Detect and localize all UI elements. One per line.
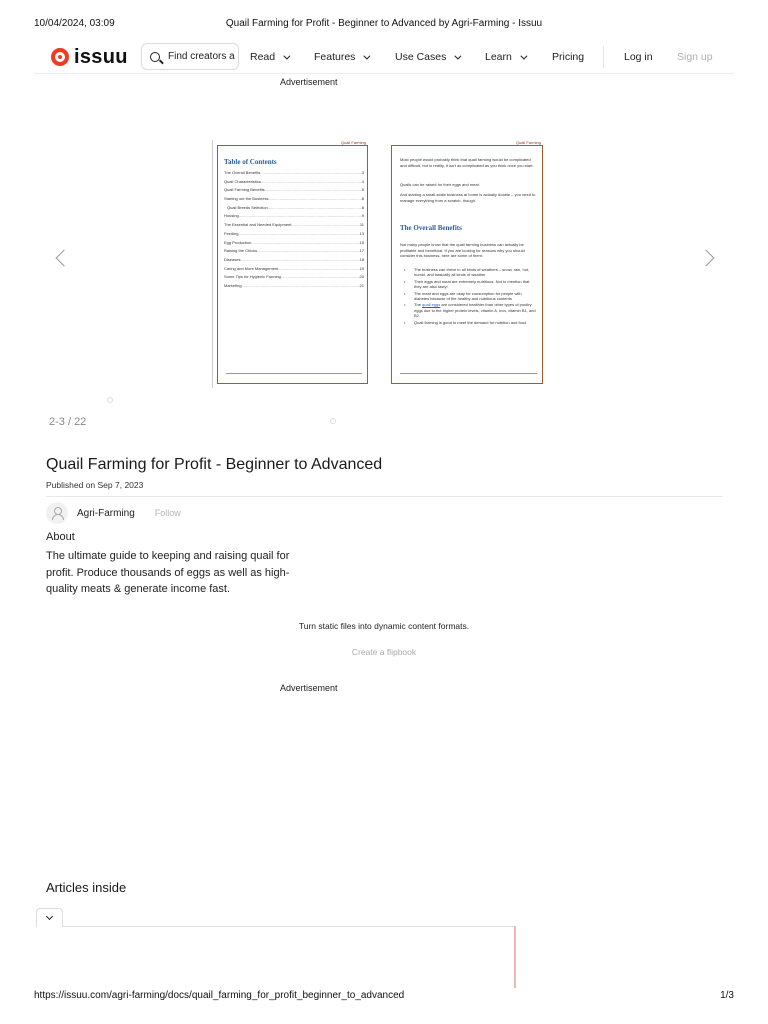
print-url: https://issuu.com/agri-farming/docs/quail_farming_for_profit_beginner_to_advanced	[34, 990, 405, 1001]
ad-label-middle: Advertisement	[280, 683, 338, 693]
articles-expand-toggle[interactable]	[36, 908, 63, 927]
follow-button[interactable]: Follow	[154, 508, 181, 518]
flipbook-page-right	[387, 140, 547, 388]
toc-entry[interactable]	[224, 265, 364, 274]
chevron-down-icon	[455, 52, 462, 59]
page-header: Quail Farming	[515, 140, 541, 145]
toc-entry[interactable]	[224, 212, 364, 221]
toc-leader-dots	[251, 239, 359, 248]
toc-leader-dots	[240, 256, 359, 265]
page-heading: The Overall Benefits	[400, 224, 462, 232]
prev-page-arrow-icon[interactable]	[56, 250, 73, 267]
page-indicator: 2-3 / 22	[49, 416, 87, 428]
toc-entry-page: 4	[361, 178, 364, 184]
login-label: Log in	[624, 51, 653, 63]
toc-entry-page: 11	[359, 222, 364, 228]
toc-leader-dots	[242, 282, 360, 291]
ad-label-top: Advertisement	[280, 77, 338, 87]
reader-dot-indicator[interactable]	[330, 418, 336, 424]
print-header	[34, 18, 734, 32]
toc-entry-page: 20	[359, 274, 364, 280]
toc-entry[interactable]	[224, 186, 364, 195]
toc-entry-page: 9	[361, 213, 364, 219]
issuu-logo-icon	[51, 48, 69, 66]
page-paragraph: Quails can be raised for their eggs and meat.	[400, 182, 480, 187]
nav-divider	[603, 46, 604, 68]
toc-entry[interactable]	[224, 169, 364, 178]
toc-leader-dots	[291, 221, 359, 230]
flipbook-reader	[34, 96, 734, 436]
nav-features[interactable]	[314, 40, 368, 74]
reader-dot-indicator[interactable]	[107, 397, 113, 403]
next-page-arrow-icon[interactable]	[698, 250, 715, 267]
toc-entry-page: 8	[361, 204, 364, 210]
toc-entry-page: 17	[359, 248, 364, 254]
toc-entry[interactable]	[224, 230, 364, 239]
print-datetime: 10/04/2024, 03:09	[34, 18, 115, 29]
signup-label: Sign up	[677, 51, 713, 63]
toc-leader-dots	[261, 178, 362, 187]
nav-read[interactable]	[250, 40, 288, 74]
author-row	[46, 502, 181, 524]
toc-leader-dots	[268, 195, 361, 204]
toc-title: Table of Contents	[224, 158, 277, 166]
chevron-down-icon	[520, 52, 527, 59]
list-item: • Quail farming is good to meet the demand for nutrition and food	[400, 320, 537, 325]
author-name-link[interactable]: Agri-Farming	[77, 507, 135, 519]
page-paragraph: Most people would probably think that quail farming would be complicated and difficult, but in reality, it isn't as complicated as you think once you start.	[400, 157, 534, 168]
avatar[interactable]	[46, 502, 68, 524]
promo-tagline: Turn static files into dynamic content formats.	[298, 621, 470, 631]
nav-features-label: Features	[314, 51, 356, 63]
toc-entry[interactable]	[224, 247, 364, 256]
issuu-logo[interactable]	[51, 46, 128, 68]
toc-entry[interactable]	[224, 221, 364, 230]
toc-entry-page: 3	[361, 170, 364, 175]
list-item	[400, 302, 537, 318]
page-footer-rule	[226, 373, 362, 374]
toc-entry[interactable]	[224, 239, 364, 248]
search-icon	[150, 52, 160, 62]
toc-leader-dots	[281, 273, 360, 282]
chevron-down-icon	[364, 52, 371, 59]
toc-entry-label: Diseases	[224, 256, 241, 262]
flipbook-page-left	[212, 140, 372, 388]
search-input[interactable]	[141, 43, 239, 70]
page-paragraph: Not many people know that the quail farming business can actually be profitable and beneficial. If you are looking for reasons why you should consider this business, here are some of them:	[400, 242, 525, 259]
toc-entry[interactable]	[224, 282, 364, 291]
page-paragraph: And starting a small-scale business at home is actually doable – you need to manage everything from a scratch, though.	[400, 192, 536, 203]
about-heading: About	[46, 531, 75, 543]
toc-leader-dots	[260, 169, 362, 178]
nav-learn[interactable]	[485, 40, 525, 74]
toc-entry[interactable]	[224, 273, 364, 282]
about-description: The ultimate guide to keeping and raising quail for profit. Produce thousands of eggs as well as high-quality meats & generate income fast.	[46, 550, 290, 595]
bullet-text: are considered healthier than other types of poultry eggs due to the higher protein levels, vitamin A, iron, vitamin B1, and B2.	[414, 302, 536, 319]
toc-leader-dots	[268, 204, 362, 213]
toc-entry-label: Quail Breeds Selection	[227, 204, 268, 210]
toc-entry[interactable]	[224, 256, 364, 265]
toc-entry-page: 8	[361, 196, 364, 202]
logo-text: issuu	[74, 45, 128, 68]
nav-read-label: Read	[250, 51, 276, 63]
toc-entry-label: Starting out the Business	[224, 196, 269, 202]
print-footer	[34, 990, 734, 1004]
toc-entry-label: Caring and More Management	[224, 265, 279, 271]
toc-entry-label: Quail Characteristics	[224, 178, 261, 184]
toc-entry-page: 19	[359, 265, 364, 271]
page-border	[391, 145, 543, 384]
nav-pricing-label: Pricing	[552, 51, 585, 63]
toc-leader-dots	[239, 212, 362, 221]
create-flipbook-link[interactable]: Create a flipbook	[351, 647, 417, 657]
toc-entry-page: 18	[359, 256, 364, 262]
toc-entry-label: Raising the Chicks	[224, 248, 258, 254]
toc-entry-page: 15	[359, 239, 364, 245]
articles-divider	[62, 926, 516, 927]
toc-entry-page: 13	[359, 230, 364, 236]
print-doc-title: Quail Farming for Profit - Beginner to Advanced by Agri-Farming - Issuu	[225, 18, 543, 29]
toc-entry-label: Some Tips for Hygienic Farming	[224, 274, 281, 280]
toc-leader-dots	[265, 186, 362, 195]
nav-use-cases-label: Use Cases	[395, 51, 447, 63]
toc-entry-label: The Essential and Needed Equipment	[224, 222, 292, 228]
toc-entry[interactable]	[224, 178, 364, 187]
articles-heading: Articles inside	[46, 880, 127, 895]
list-item: • The meat and eggs are okay for consumption for people with diabetes because of the healthy and nutritious contents	[400, 291, 537, 302]
toc-entry-label: Feeding	[224, 230, 239, 236]
chevron-down-icon	[46, 913, 53, 920]
list-item: • The business can thrive in all kinds of weathers – snow, rain, hot, humid, and basically all kinds of weather	[400, 267, 537, 278]
toc-leader-dots	[238, 230, 359, 239]
toc-entry-label: Marketing	[224, 282, 242, 288]
document-title: Quail Farming for Profit - Beginner to Advanced	[46, 456, 383, 473]
chevron-down-icon	[283, 52, 290, 59]
toc-entry-label: Quail Farming Benefits	[224, 187, 265, 193]
login-button[interactable]	[624, 40, 653, 74]
list-item: • Their eggs and meat are extremely nutritious. Not to mention that they are also tasty!	[400, 279, 537, 290]
bullet-prefix: The	[414, 302, 421, 308]
signup-button[interactable]	[677, 40, 713, 74]
top-navbar	[34, 40, 734, 74]
search-placeholder: Find creators a	[168, 51, 235, 62]
page-bullet-list	[400, 267, 537, 326]
toc-entry-label: The Overall Benefits	[224, 170, 261, 175]
toc-entry-label: Housing	[224, 213, 239, 219]
toc-entry-page: 21	[359, 282, 364, 288]
toc-entry-page: 5	[361, 187, 364, 193]
nav-learn-label: Learn	[485, 51, 512, 63]
toc-entry[interactable]	[224, 204, 364, 213]
toc-entry-label: Egg Production	[224, 239, 252, 245]
nav-pricing[interactable]	[552, 40, 584, 74]
published-date: Published on Sep 7, 2023	[46, 480, 144, 490]
toc-leader-dots	[278, 265, 359, 274]
nav-use-cases[interactable]	[395, 40, 459, 74]
page-header: Quail Farming	[340, 140, 366, 145]
articles-panel-edge	[514, 926, 516, 988]
page-footer-rule	[400, 373, 537, 374]
toc-entry[interactable]	[224, 195, 364, 204]
quail-eggs-link[interactable]: quail eggs	[422, 302, 441, 308]
toc-list	[224, 169, 364, 291]
divider	[46, 496, 723, 497]
toc-leader-dots	[257, 247, 359, 256]
print-page-count: 1/3	[720, 990, 734, 1001]
